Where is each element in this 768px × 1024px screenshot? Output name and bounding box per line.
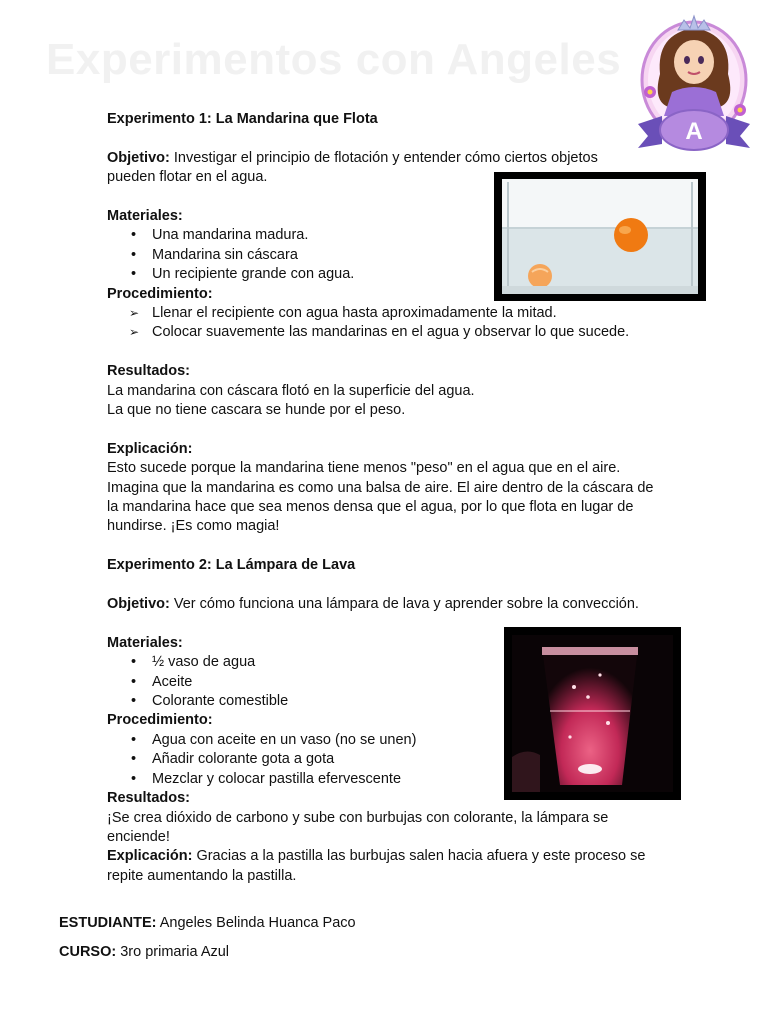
exp2-procedimiento-label: Procedimiento: <box>107 712 213 729</box>
exp1-procedimiento-list <box>107 304 667 343</box>
estudiante-value: Angeles Belinda Huanca Paco <box>156 915 356 931</box>
watermark-title: Experimentos con Angeles <box>46 35 622 84</box>
exp2-explicacion <box>107 847 655 886</box>
footer-estudiante <box>59 914 356 933</box>
exp1-title: Experimento 1: La Mandarina que Flota <box>107 111 378 127</box>
exp2-materiales-list <box>107 653 667 711</box>
exp2-explicacion-label: Explicación: <box>107 848 193 865</box>
list-item: ➢ Colocar suavemente las mandarinas en el agua y observar lo que sucede. <box>107 323 667 342</box>
exp2-procedimiento-list <box>107 731 667 789</box>
exp1-materiales-label: Materiales: <box>107 208 183 224</box>
list-item: • Agua con aceite en un vaso (no se unen) <box>107 731 667 750</box>
list-item: • Colorante comestible <box>107 692 667 711</box>
exp2-materiales-label: Materiales: <box>107 634 183 651</box>
exp2-objetivo-text: Ver cómo funciona una lámpara de lava y aprender sobre la convección. <box>169 596 639 613</box>
exp2-resultados-label: Resultados: <box>107 790 190 807</box>
exp2-title: Experimento 2: La Lámpara de Lava <box>107 557 356 574</box>
exp2-objetivo <box>107 595 667 614</box>
list-item: • Mezclar y colocar pastilla efervescente <box>107 770 667 789</box>
list-item: • ½ vaso de agua <box>107 653 667 672</box>
list-item: • Añadir colorante gota a gota <box>107 750 667 769</box>
estudiante-label: ESTUDIANTE: <box>59 915 157 931</box>
list-item: • Aceite <box>107 673 667 692</box>
exp1-materiales-list <box>107 226 667 284</box>
curso-value: 3ro primaria Azul <box>116 944 230 961</box>
exp1-resultados-label: Resultados: <box>107 363 190 380</box>
list-item: ➢ Llenar el recipiente con agua hasta aproximadamente la mitad. <box>107 304 667 323</box>
exp1-resultados-line: La que no tiene cascara se hunde por el peso. <box>107 402 406 419</box>
exp1-procedimiento-label: Procedimiento: <box>107 285 213 302</box>
exp1-objetivo <box>107 149 617 188</box>
exp2-resultados-text: ¡Se crea dióxido de carbono y sube con burbujas con colorante, la lámpara se enciende! <box>107 809 609 845</box>
list-item: • Mandarina sin cáscara <box>107 246 667 265</box>
document-body <box>107 110 667 886</box>
exp2-objetivo-label: Objetivo: <box>107 596 170 613</box>
exp1-explicacion-label: Explicación: <box>107 440 193 457</box>
exp2-explicacion-text: Gracias a la pastilla las burbujas salen hacia afuera y este proceso se repite aumentando la pastilla. <box>107 848 646 884</box>
exp1-explicacion-text: Esto sucede porque la mandarina tiene menos "peso" en el agua que en el aire. Imagina que la mandarina es como una balsa de aire. El aire dentro de la cáscara de la mandarina hace que sea menos densa que el agua, por lo que flota en lugar de hundirse. ¡Es como magia! <box>107 460 654 535</box>
curso-label: CURSO: <box>59 944 117 961</box>
footer-student-info <box>59 914 356 973</box>
exp1-objetivo-label: Objetivo: <box>107 149 170 166</box>
list-item: • Una mandarina madura. <box>107 226 667 245</box>
list-item: • Un recipiente grande con agua. <box>107 265 667 284</box>
footer-curso <box>59 943 356 962</box>
badge-letter: A <box>685 118 703 145</box>
exp1-objetivo-text: Investigar el principio de flotación y entender cómo ciertos objetos pueden flotar en el agua. <box>107 149 598 186</box>
exp1-resultados-line: La mandarina con cáscara flotó en la superficie del agua. <box>107 382 475 399</box>
